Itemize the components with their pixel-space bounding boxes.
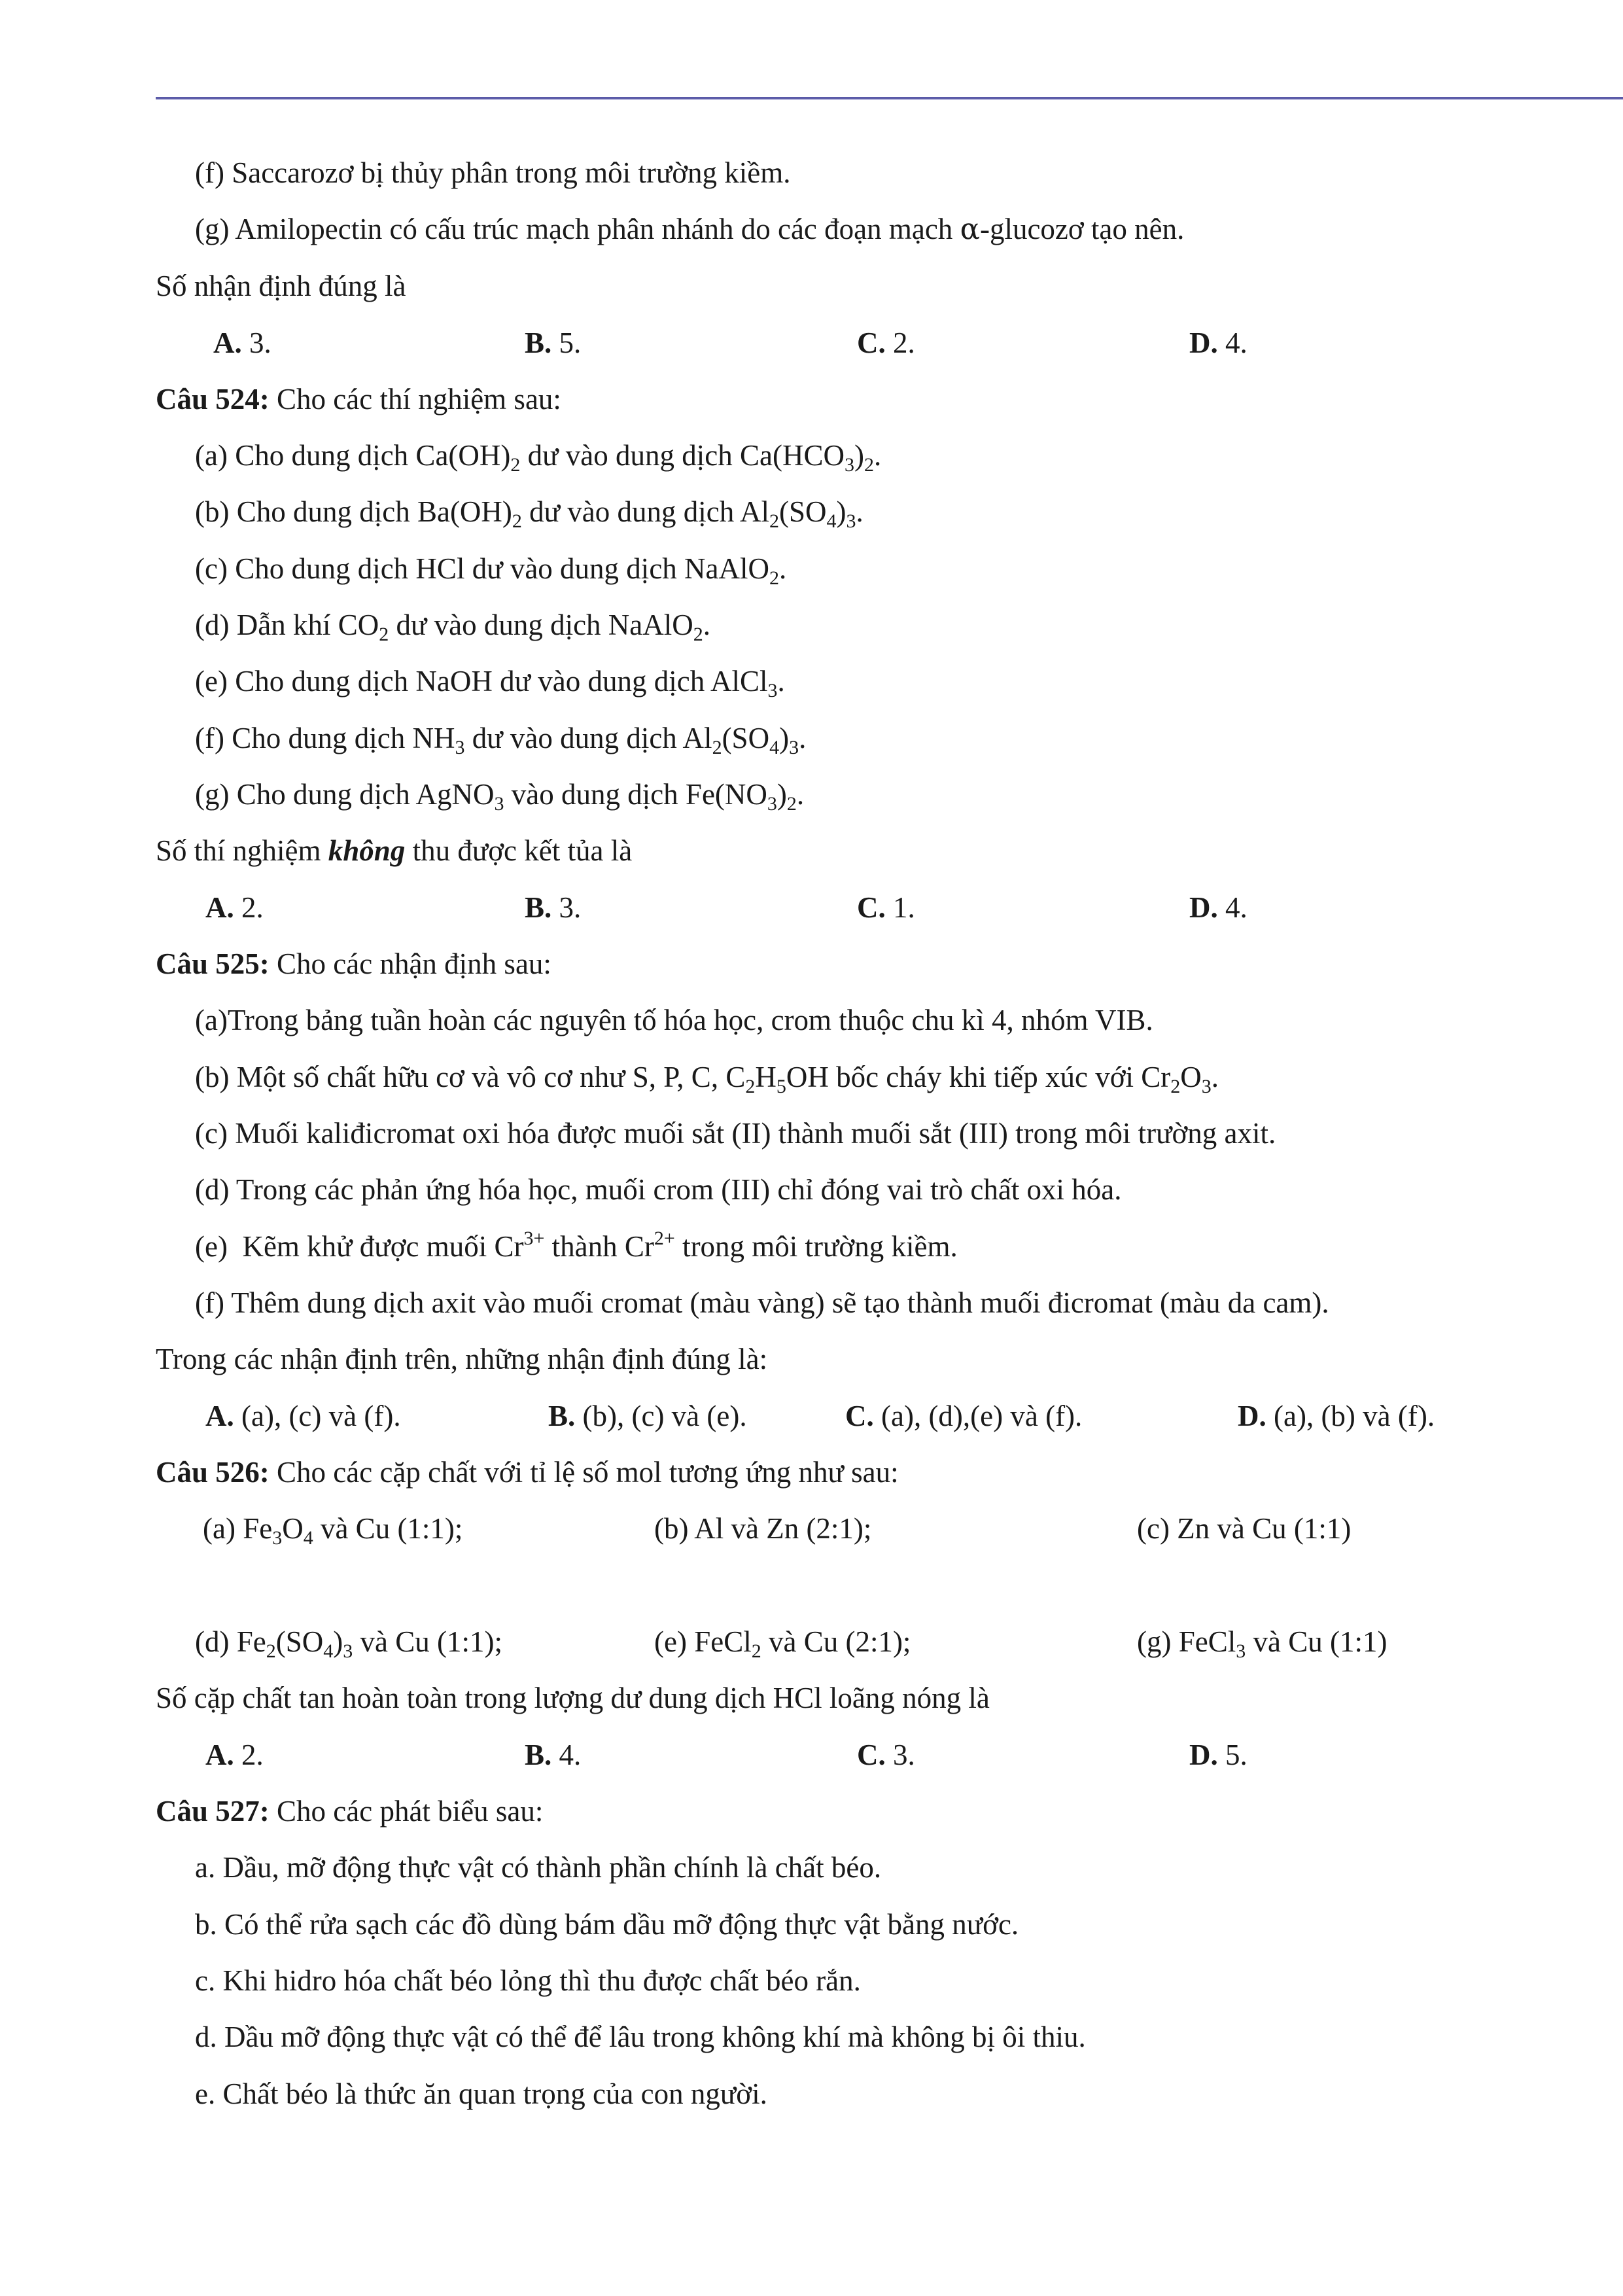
- option-d: D. 4.: [1189, 891, 1248, 924]
- question-527-title: Câu 527: Cho các phát biểu sau:: [156, 1795, 544, 1828]
- experiment-a: (a) Cho dung dịch $Ca(OH)_2$ dư vào dung dịch $Ca(HCO_3)_2$.: [195, 439, 882, 476]
- option-b: B. 3.: [525, 891, 582, 924]
- statement-f: (f) Saccarozơ bị thủy phân trong môi trường kiềm.: [195, 156, 791, 189]
- option-a: A. (a), (c) và (f).: [205, 1400, 401, 1432]
- statement-e: e. Chất béo là thức ăn quan trọng của con người.: [195, 2077, 767, 2110]
- question-525-title: Câu 525: Cho các nhận định sau:: [156, 947, 551, 980]
- option-c: C. 3.: [857, 1739, 915, 1771]
- experiment-b: (b) Cho dung dịch $Ba(OH)_2$ dư vào dung dịch $Al_2(SO_4)_3$.: [195, 495, 864, 532]
- alpha-symbol: α: [960, 211, 980, 246]
- option-d: D. 5.: [1189, 1739, 1248, 1771]
- statement-e: (e) Kẽm khử được muối $Cr^{3+}$ thành $Cr^{2+}$ trong môi trường kiềm.: [195, 1227, 958, 1263]
- header-rule: [156, 97, 1623, 100]
- pair-g: (g) FeCl$_3$ và Cu (1:1): [1137, 1625, 1387, 1662]
- option-a: A. 2.: [205, 891, 264, 924]
- statement-d: d. Dầu mỡ động thực vật có thể để lâu trong không khí mà không bị ôi thiu.: [195, 2021, 1086, 2053]
- pair-d: (d) $Fe_2(SO_4)_3$ và Cu (1:1);: [195, 1625, 502, 1662]
- pair-a: (a) $Fe_3O_4$ và Cu (1:1);: [203, 1512, 463, 1549]
- option-c: C. (a), (d),(e) và (f).: [845, 1400, 1083, 1432]
- question-526-title: Câu 526: Cho các cặp chất với tỉ lệ số mol tương ứng như sau:: [156, 1456, 899, 1489]
- option-a: A. 2.: [205, 1739, 264, 1771]
- question-stem: Số thí nghiệm không thu được kết tủa là: [156, 834, 633, 867]
- experiment-d: (d) Dẫn khí $CO_2$ dư vào dung dịch NaAlO$_2$.: [195, 609, 711, 645]
- pair-c: (c) Zn và Cu (1:1): [1137, 1512, 1352, 1545]
- statement-d: (d) Trong các phản ứng hóa học, muối crom (III) chỉ đóng vai trò chất oxi hóa.: [195, 1173, 1122, 1206]
- statement-a: (a)Trong bảng tuần hoàn các nguyên tố hóa học, crom thuộc chu kì 4, nhóm VIB.: [195, 1004, 1153, 1036]
- statement-a: a. Dầu, mỡ động thực vật có thành phần chính là chất béo.: [195, 1851, 882, 1884]
- question-524-title: Câu 524: Cho các thí nghiệm sau:: [156, 383, 561, 415]
- statement-b: (b) Một số chất hữu cơ và vô cơ như S, P, C, $C_2H_5OH$ bốc cháy khi tiếp xúc với $Cr_2O_3$.: [195, 1061, 1219, 1097]
- statement-c: c. Khi hidro hóa chất béo lỏng thì thu được chất béo rắn.: [195, 1964, 861, 1997]
- question-stem: Số cặp chất tan hoàn toàn trong lượng dư dung dịch HCl loãng nóng là: [156, 1682, 990, 1714]
- question-stem: Trong các nhận định trên, những nhận định đúng là:: [156, 1343, 768, 1375]
- option-c: C. 1.: [857, 891, 915, 924]
- option-b: B. 5.: [525, 327, 582, 359]
- statement-g: (g) Amilopectin có cấu trúc mạch phân nhánh do các đoạn mạch α-glucozơ tạo nên.: [195, 211, 1185, 246]
- option-c: C. 2.: [857, 327, 915, 359]
- pair-e: (e) FeCl$_2$ và Cu (2:1);: [654, 1625, 911, 1662]
- option-a: A. 3.: [213, 327, 271, 359]
- question-stem: Số nhận định đúng là: [156, 270, 406, 302]
- experiment-e: (e) Cho dung dịch NaOH dư vào dung dịch AlCl$_3$.: [195, 665, 785, 701]
- option-b: B. 4.: [525, 1739, 582, 1771]
- option-d: D. (a), (b) và (f).: [1238, 1400, 1435, 1432]
- experiment-f: (f) Cho dung dịch $NH_3$ dư vào dung dịch $Al_2(SO_4)_3$.: [195, 722, 807, 758]
- option-b: B. (b), (c) và (e).: [548, 1400, 747, 1432]
- pair-b: (b) Al và Zn (2:1);: [654, 1512, 872, 1545]
- statement-b: b. Có thể rửa sạch các đồ dùng bám dầu mỡ động thực vật bằng nước.: [195, 1908, 1019, 1941]
- experiment-c: (c) Cho dung dịch HCl dư vào dung dịch NaAlO$_2$.: [195, 552, 787, 589]
- option-d: D. 4.: [1189, 327, 1248, 359]
- statement-c: (c) Muối kaliđicromat oxi hóa được muối sắt (II) thành muối sắt (III) trong môi trường axit.: [195, 1117, 1276, 1150]
- experiment-g: (g) Cho dung dịch AgNO$_3$ vào dung dịch $Fe(NO_3)_2$.: [195, 778, 805, 815]
- statement-f: (f) Thêm dung dịch axit vào muối cromat (màu vàng) sẽ tạo thành muối đicromat (màu da cam).: [195, 1286, 1329, 1319]
